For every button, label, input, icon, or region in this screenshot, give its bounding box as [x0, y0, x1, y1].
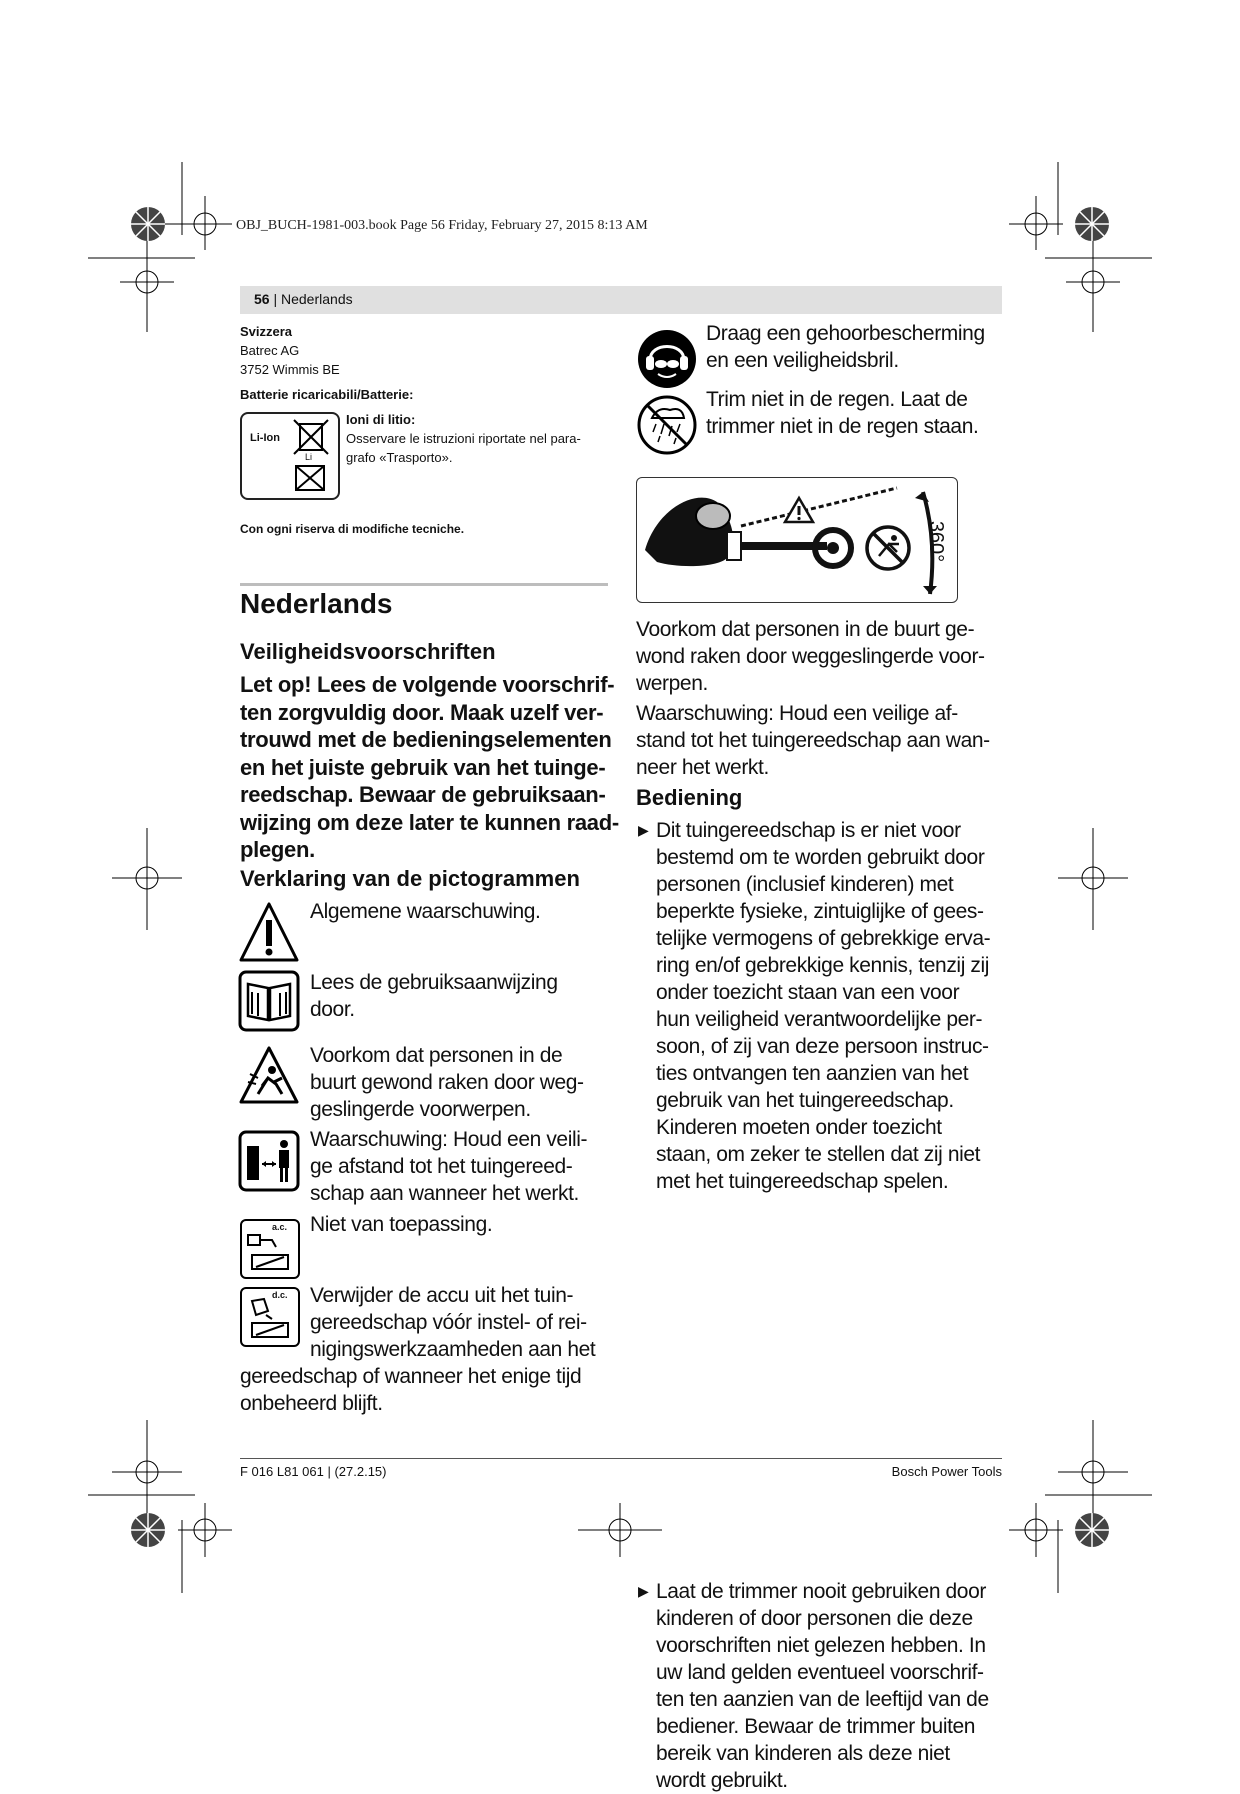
warning-paragraph: [240, 671, 620, 864]
pictogram-line: Waarschuwing: Houd een veili-: [310, 1128, 588, 1151]
company-address: 3752 Wimmis BE: [240, 362, 340, 377]
protection-line: Draag een gehoorbescherming: [706, 322, 985, 345]
pictogram-text: [310, 1042, 610, 1123]
text-line: soon, of zij van deze persoon instruc-: [656, 1035, 989, 1058]
pictogram-line: onbeheerd blijft.: [240, 1392, 383, 1415]
pictogram-text: [310, 1126, 610, 1207]
pictogram-line: geslingerde voorwerpen.: [310, 1098, 531, 1121]
safety-distance-illustration: [636, 477, 958, 603]
page-header-bar: [240, 286, 1002, 314]
section-divider: [240, 583, 608, 586]
right-paragraph-2: [636, 700, 1006, 781]
rain-line: Trim niet in de regen. Laat de: [706, 388, 968, 411]
text-line: ring en/of gebrekkige kennis, tenzij zij: [656, 954, 990, 977]
text-line: Waarschuwing: Houd een veilige af-: [636, 702, 958, 725]
safety-heading: Veiligheidsvoorschriften: [240, 639, 496, 664]
protection-text: [706, 320, 1006, 374]
pictogram-line: Niet van toepassing.: [310, 1213, 493, 1236]
text-line: Voorkom dat personen in de buurt ge-: [636, 618, 975, 641]
company-name: Batrec AG: [240, 343, 300, 358]
pictogram-line: Voorkom dat personen in de: [310, 1044, 563, 1067]
page-number: 56: [254, 291, 270, 307]
protection-line: en een veiligheidsbril.: [706, 349, 899, 372]
text-line: bereik van kinderen als deze niet: [656, 1742, 950, 1765]
liion-heading: Ioni di litio:: [346, 412, 416, 427]
warning-line: Let op! Lees de volgende voorschrif-: [240, 672, 615, 697]
bullet-item: [638, 817, 1026, 1195]
text-line: telijke vermogens of gebrekkige erva-: [656, 927, 991, 950]
section-title: Nederlands: [240, 588, 393, 619]
text-line: neer het werkt.: [636, 756, 769, 779]
text-line: hun veiligheid verantwoordelijke per-: [656, 1008, 983, 1031]
pictogram-line: Verwijder de accu uit het tuin-: [310, 1284, 574, 1307]
warning-line: ten zorgvuldig door. Maak uzelf ver-: [240, 699, 604, 725]
disposal-info: [240, 322, 600, 404]
text-line: werpen.: [636, 672, 708, 695]
rain-text: [706, 386, 1006, 440]
pictogram-line: gereedschap vóór instel- of rei-: [310, 1311, 587, 1334]
text-line: ▶ Laat de trimmer nooit gebruiken door: [656, 1580, 986, 1603]
li-label: Li: [305, 452, 313, 462]
trimmer-operator-icon: [637, 478, 957, 602]
pictogram-line: gereedschap of wanneer het enige tijd: [240, 1365, 582, 1388]
warning-line: reedschap. Bewaar de gebruiksaan-: [240, 782, 606, 807]
pictogram-line: buurt gewond raken door weg-: [310, 1071, 584, 1094]
pictogram-text: [310, 1211, 610, 1238]
print-metadata: OBJ_BUCH-1981-003.book Page 56 Friday, February 27, 2015 8:13 AM: [236, 218, 648, 233]
manual-book-icon: [238, 970, 300, 1032]
thrown-objects-icon: [238, 1044, 300, 1106]
ac-not-applicable-icon: [240, 1219, 300, 1279]
no-rain-icon: [636, 394, 698, 456]
pictogram-text: [310, 1282, 610, 1363]
text-line: Kinderen moeten onder toezicht: [656, 1116, 942, 1139]
pictogram-line: Lees de gebruiksaanwijzing: [310, 971, 558, 994]
liion-text-line: Osservare le istruzioni riportate nel para-: [346, 431, 581, 446]
text-line: stand tot het tuingereedschap aan wan-: [636, 729, 990, 752]
text-line: staan, om zeker te stellen dat zij niet: [656, 1143, 981, 1166]
text-line: personen (inclusief kinderen) met: [656, 873, 954, 896]
text-line: voorschriften niet gelezen hebben. In: [656, 1634, 986, 1657]
footer-brand: Bosch Power Tools: [891, 1464, 1002, 1479]
country-label: Svizzera: [240, 324, 293, 339]
text-line: ten ten aanzien van de leeftijd van de: [656, 1688, 989, 1711]
batteries-heading: Batterie ricaricabili/Batterie:: [240, 387, 414, 402]
warning-line: wijzing om deze later te kunnen raad-: [240, 809, 619, 835]
text-line: ▶ Dit tuingereedschap is er niet voor: [656, 819, 961, 842]
ac-label: a.c.: [272, 1222, 288, 1232]
footer-rule: [240, 1458, 1002, 1459]
pictogram-text-tail: [240, 1363, 620, 1417]
warning-line: trouwd met de bedieningselementen: [240, 727, 612, 752]
pictograms-heading: Verklaring van de pictogrammen: [240, 866, 580, 891]
pictogram-line: schap aan wanneer het werkt.: [310, 1182, 579, 1205]
pictogram-line: Algemene waarschuwing.: [310, 900, 541, 923]
dc-remove-battery-icon: [240, 1287, 300, 1347]
liion-text-line: grafo «Trasporto».: [346, 450, 453, 465]
bullet-item: [638, 1578, 1026, 1794]
page-header: 56 | Nederlands: [254, 291, 353, 307]
footer-doc-id: F 016 L81 061 | (27.2.15): [240, 1464, 387, 1479]
text-line: bediener. Bewaar de trimmer buiten: [656, 1715, 976, 1738]
pictogram-line: nigingswerkzaamheden aan het: [310, 1338, 596, 1361]
warning-line: plegen.: [240, 837, 315, 862]
text-line: bestemd om te worden gebruikt door: [656, 846, 985, 869]
liion-disposal-badge: [240, 412, 340, 500]
text-line: onder toezicht staan van een voor: [656, 981, 960, 1004]
text-line: wond raken door weggeslingerde voor-: [636, 645, 985, 668]
text-line: ties ontvangen ten aanzien van het: [656, 1062, 969, 1085]
liion-label: Li-Ion: [250, 432, 280, 444]
plug-icon: [246, 1227, 294, 1273]
reserve-note: Con ogni riserva di modifiche tecniche.: [240, 522, 465, 536]
text-line: met het tuingereedschap spelen.: [656, 1170, 949, 1193]
rain-line: trimmer niet in de regen staan.: [706, 415, 979, 438]
pictogram-line: ge afstand tot het tuingereed-: [310, 1155, 573, 1178]
battery-icon: [246, 1295, 294, 1341]
text-line: beperkte fysieke, zintuiglijke of gees-: [656, 900, 984, 923]
text-line: uw land gelden eventueel voorschrif-: [656, 1661, 984, 1684]
warning-line: en het juiste gebruik van het tuinge-: [240, 754, 606, 780]
pictogram-text: [310, 898, 610, 925]
text-line: kinderen of door personen die deze: [656, 1607, 973, 1630]
pictogram-text: [310, 969, 610, 1023]
text-line: wordt gebruikt.: [656, 1769, 788, 1792]
right-paragraph-1: [636, 616, 1006, 697]
header-language: Nederlands: [281, 291, 353, 307]
liion-info: [346, 410, 606, 467]
angle-label: 360°: [925, 520, 948, 563]
ear-eye-protection-icon: [636, 328, 698, 390]
general-warning-icon: [238, 900, 300, 964]
pictogram-line: door.: [310, 998, 355, 1021]
text-line: gebruik van het tuingereedschap.: [656, 1089, 954, 1112]
bediening-heading: Bediening: [636, 785, 743, 810]
dc-label: d.c.: [272, 1290, 288, 1300]
safe-distance-icon: [238, 1130, 300, 1192]
